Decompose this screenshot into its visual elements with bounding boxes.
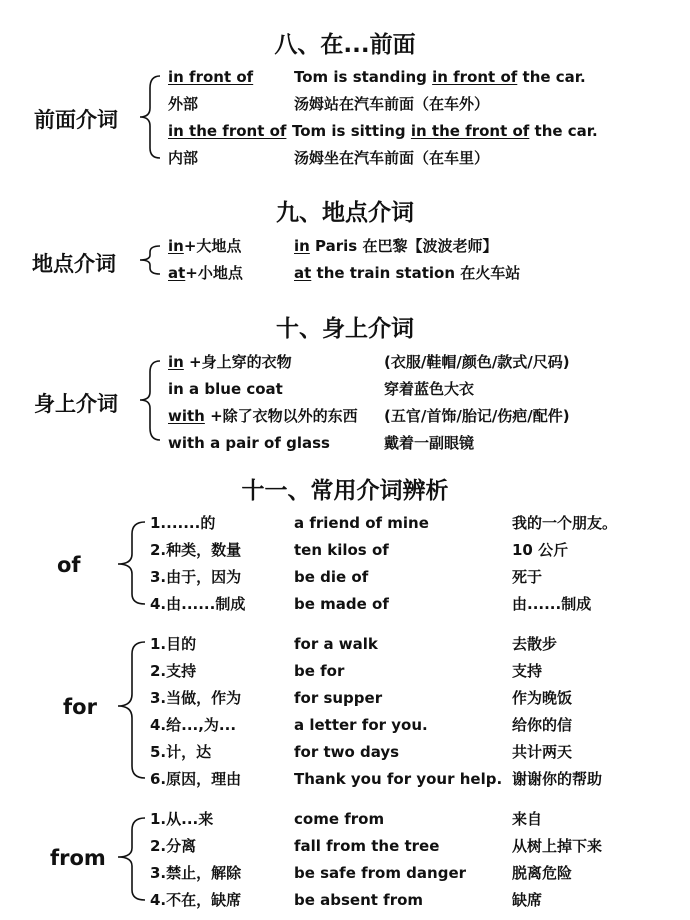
- bracket-for: [118, 642, 145, 778]
- bracket-of: [118, 522, 145, 604]
- section-9-label: 地点介词: [32, 252, 116, 276]
- for-row-1-example: for a walk: [294, 635, 378, 653]
- for-row-5-translation: 共计两天: [512, 743, 573, 761]
- of-row-4-meaning: 4.由......制成: [150, 595, 246, 613]
- from-row-2-meaning: 2.分离: [150, 837, 197, 855]
- for-row-3-example: for supper: [294, 689, 383, 707]
- of-row-1-meaning: 1.......的: [150, 514, 216, 532]
- group-of-label: of: [57, 553, 81, 577]
- s9-row-1-key: in+大地点: [168, 237, 242, 255]
- for-row-4-translation: 给你的信: [512, 716, 573, 734]
- s8-row-3-value: Tom is sitting in the front of the car.: [292, 122, 598, 140]
- group-for-label: for: [63, 695, 97, 719]
- bracket-s9: [140, 246, 160, 274]
- section-10-label: 身上介词: [34, 392, 118, 416]
- of-row-2-translation: 10 公斤: [512, 541, 569, 559]
- from-row-1-translation: 来自: [512, 810, 543, 828]
- of-row-3-translation: 死于: [512, 568, 543, 586]
- s10-row-1-value: (衣服/鞋帽/颜色/款式/尺码): [384, 353, 570, 371]
- for-row-6-translation: 谢谢你的帮助: [512, 770, 603, 788]
- section-9-title: 九、地点介词: [276, 200, 414, 226]
- section-8-label: 前面介词: [34, 108, 118, 132]
- for-row-1-meaning: 1.目的: [150, 635, 197, 653]
- bracket-s10: [140, 361, 160, 440]
- for-row-2-translation: 支持: [512, 662, 543, 680]
- section-11-title: 十一、常用介词辨析: [241, 478, 449, 504]
- s10-row-2-value: 穿着蓝色大衣: [384, 380, 475, 398]
- section-10-title: 十、身上介词: [276, 316, 414, 342]
- for-row-4-example: a letter for you.: [294, 716, 428, 734]
- for-row-5-example: for two days: [294, 743, 400, 761]
- bracket-from: [118, 818, 145, 900]
- s8-row-4-key: 内部: [168, 149, 199, 167]
- s10-row-3-key: with +除了衣物以外的东西: [168, 407, 358, 425]
- from-row-4-example: be absent from: [294, 891, 424, 909]
- of-row-2-meaning: 2.种类，数量: [150, 541, 242, 559]
- of-row-1-translation: 我的一个朋友。: [512, 514, 618, 532]
- of-row-2-example: ten kilos of: [294, 541, 389, 559]
- for-row-3-translation: 作为晚饭: [512, 689, 573, 707]
- from-row-2-translation: 从树上掉下来: [512, 837, 603, 855]
- of-row-3-example: be die of: [294, 568, 369, 586]
- of-row-1-example: a friend of mine: [294, 514, 429, 532]
- from-row-3-translation: 脱离危险: [512, 864, 573, 882]
- for-row-5-meaning: 5.计，达: [150, 743, 212, 761]
- s10-row-1-key: in +身上穿的衣物: [168, 353, 292, 371]
- of-row-4-translation: 由......制成: [512, 595, 592, 613]
- section-8-title: 八、在...前面: [274, 32, 416, 58]
- of-row-3-meaning: 3.由于，因为: [150, 568, 242, 586]
- from-row-4-meaning: 4.不在，缺席: [150, 891, 242, 909]
- from-row-1-example: come from: [294, 810, 385, 828]
- s9-row-2-key: at+小地点: [168, 264, 243, 282]
- for-row-6-meaning: 6.原因，理由: [150, 770, 242, 788]
- for-row-1-translation: 去散步: [512, 635, 558, 653]
- for-row-3-meaning: 3.当做，作为: [150, 689, 242, 707]
- for-row-4-meaning: 4.给...,为...: [150, 716, 237, 734]
- s10-row-3-value: (五官/首饰/胎记/伤疤/配件): [384, 407, 570, 425]
- bracket-s8: [140, 76, 160, 158]
- s8-row-4-value: 汤姆坐在汽车前面（在车里）: [294, 149, 490, 167]
- from-row-4-translation: 缺席: [512, 891, 543, 909]
- for-row-2-example: be for: [294, 662, 345, 680]
- from-row-1-meaning: 1.从...来: [150, 810, 214, 828]
- s8-row-1-value: Tom is standing in front of the car.: [294, 68, 586, 86]
- from-row-3-example: be safe from danger: [294, 864, 467, 882]
- from-row-2-example: fall from the tree: [294, 837, 440, 855]
- s10-row-4-value: 戴着一副眼镜: [384, 434, 475, 452]
- s10-row-2-key: in a blue coat: [168, 380, 283, 398]
- group-from-label: from: [50, 846, 106, 870]
- s9-row-1-value: in Paris 在巴黎【波波老师】: [294, 237, 498, 255]
- s10-row-4-key: with a pair of glass: [168, 434, 330, 452]
- s8-row-2-key: 外部: [168, 95, 199, 113]
- s8-row-3-key: in the front of: [168, 122, 287, 140]
- s8-row-2-value: 汤姆站在汽车前面（在车外）: [294, 95, 490, 113]
- s9-row-2-value: at the train station 在火车站: [294, 264, 521, 282]
- for-row-6-example: Thank you for your help.: [294, 770, 503, 788]
- of-row-4-example: be made of: [294, 595, 389, 613]
- s8-row-1-key: in front of: [168, 68, 254, 86]
- for-row-2-meaning: 2.支持: [150, 662, 197, 680]
- from-row-3-meaning: 3.禁止，解除: [150, 864, 242, 882]
